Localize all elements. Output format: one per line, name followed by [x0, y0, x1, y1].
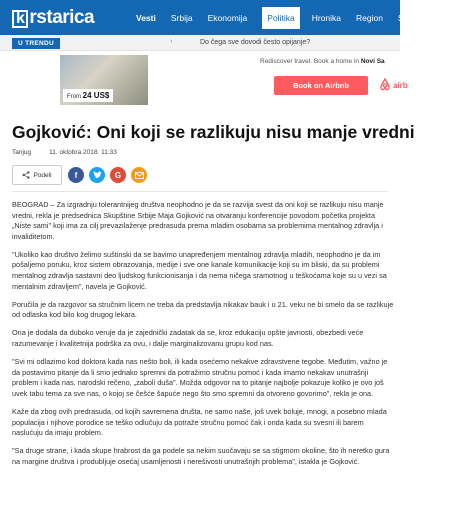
ad-price-prefix: From: [67, 94, 81, 100]
divider: [12, 191, 388, 192]
top-navigation: [0, 0, 441, 35]
google-plus-icon[interactable]: G: [110, 167, 126, 183]
book-on-airbnb-button[interactable]: Book on Airbnb: [274, 76, 368, 95]
nav-item-vesti[interactable]: Vesti: [136, 12, 156, 23]
logo-text: rstarica: [29, 7, 95, 28]
article-paragraph: Ona je dodala da duboko veruje da je zajednički zadatak da se, kroz edukaciju opšte javnosti, obezbedi veće razumevanje i kvalitetnija podrška za ovu, i dalje marginalizovanu grupu kod nas.: [12, 328, 364, 349]
nav-item-svet[interactable]: Svet: [397, 12, 415, 23]
share-bar: [12, 165, 152, 185]
article-paragraph: "Ukoliko kao društvo želimo suštinski da se bavimo unapređenjem mentalnog zdravlja mladih, neophodno je da im pošaljemo poruku, kroz sistem obrazovanja, medije i sve one kanale komunikacije koji su im bliski, da su problemi mentalnog zdravlja sastavni deo ljudskog funkcionisanja i da nema ničega sramotnog u teškoćama koje su u vezi sa mentalnim zdravljem", navela je Gojković.: [12, 249, 387, 291]
trending-bar: [0, 35, 400, 51]
logo-mark: k: [12, 10, 28, 28]
share-label: Podeli: [33, 171, 52, 179]
nav-item-ekonomija[interactable]: Ekonomija: [207, 12, 248, 23]
nav-item-sport[interactable]: Sp: [429, 12, 441, 23]
advertisement-banner[interactable]: [60, 55, 408, 105]
trending-link[interactable]: Do čega sve dovodi često opijanje?: [200, 39, 311, 46]
nav-item-srbija[interactable]: Srbija: [170, 12, 193, 23]
article-body: [12, 200, 395, 475]
site-logo[interactable]: [12, 7, 104, 29]
article-title: Gojković: Oni koji se razlikuju nisu manje vredni: [12, 122, 415, 142]
article-date: 11. oktobra 2018. 11:33: [49, 149, 117, 156]
article-paragraph: Poručila je da razgovor sa stručnim licem ne treba da predstavlja nikakav bauk i u 21. veku ne bi smelo da se razlikuje od odlaska kod bilo kog drugog lekara.: [12, 299, 394, 320]
chevron-right-icon: ›: [170, 38, 173, 45]
trending-label: U TRENDU: [12, 38, 60, 49]
ad-text: [260, 58, 385, 65]
ad-text-location: Novi Sa: [360, 58, 385, 65]
main-menu: [136, 0, 455, 35]
email-icon[interactable]: [131, 167, 147, 183]
ad-photo: [60, 55, 148, 105]
article-paragraph: "Svi mi odlazimo kod doktora kada nas nešto boli, ili kada osećemo nekakve zdravstvene tegobe. Međutim, važno je da postavimo pitanje da li smo jednako spremni da potražimo stručnu pomoć i kada imamo nekakav unutrašnji problem i kada nas, narodski rečeno, „zaboli duša". Možda odgovor na to pitanje najbolje pokazuje koliko je ovo još uvek tabu tema za sve nas, o kojoj se češće šapuće nego što smo spremni da otvoreno govorimo", rekla je ona.: [12, 357, 388, 398]
twitter-icon[interactable]: [89, 167, 105, 183]
article-paragraph: Kaže da zbog ovih predrasuda, od kojih savremena društa, ne samo naše, još uvek boluje, mnogi, a posebno mlada populacija i njihove porodice se teško odlučuju da potraže stručnu pomoć čak i onda kada su svesni ili barem naslućuju da imaju problem.: [12, 407, 387, 438]
article-paragraph: BEOGRAD – Za izgradnju tolerantnijeg društva neophodno je da se razvija svest da oni koji se razlikuju nisu manje vredni, rekla je predsednica Skupštine Srbije Maja Gojković na otvaranju konferencije povodom početka projekta „Niste sami" koji ima za cilj prevazilaženje predrasuda prema mladim osobama sa problemima mentalnog zdravlja i invaliditetom.: [12, 200, 384, 241]
nav-item-hronika[interactable]: Hronika: [311, 12, 341, 23]
article-source: Tanjug: [12, 149, 32, 156]
ad-price-value: 24 US$: [82, 91, 110, 100]
airbnb-icon: [379, 78, 391, 96]
article-meta: [12, 149, 117, 156]
ad-text-line: Rediscover travel. Book a home in: [260, 58, 359, 65]
nav-item-region[interactable]: Region: [355, 12, 383, 23]
facebook-icon[interactable]: f: [68, 167, 84, 183]
nav-item-politika[interactable]: Politika: [262, 7, 299, 29]
ad-price: [63, 89, 113, 102]
share-button[interactable]: [12, 165, 62, 185]
share-icon: [22, 171, 30, 179]
ad-brand: airb: [393, 81, 408, 90]
article-paragraph: "Sa druge strane, i kada skupe hrabrost da ga podele sa nekim suočavaju se sa stigmom okoline, što ih neretko gura na margine društva i produbljuje osećaj usamljenosti i nerešivosti unutrašnjih problema", istakla je Gojković.: [12, 446, 390, 466]
